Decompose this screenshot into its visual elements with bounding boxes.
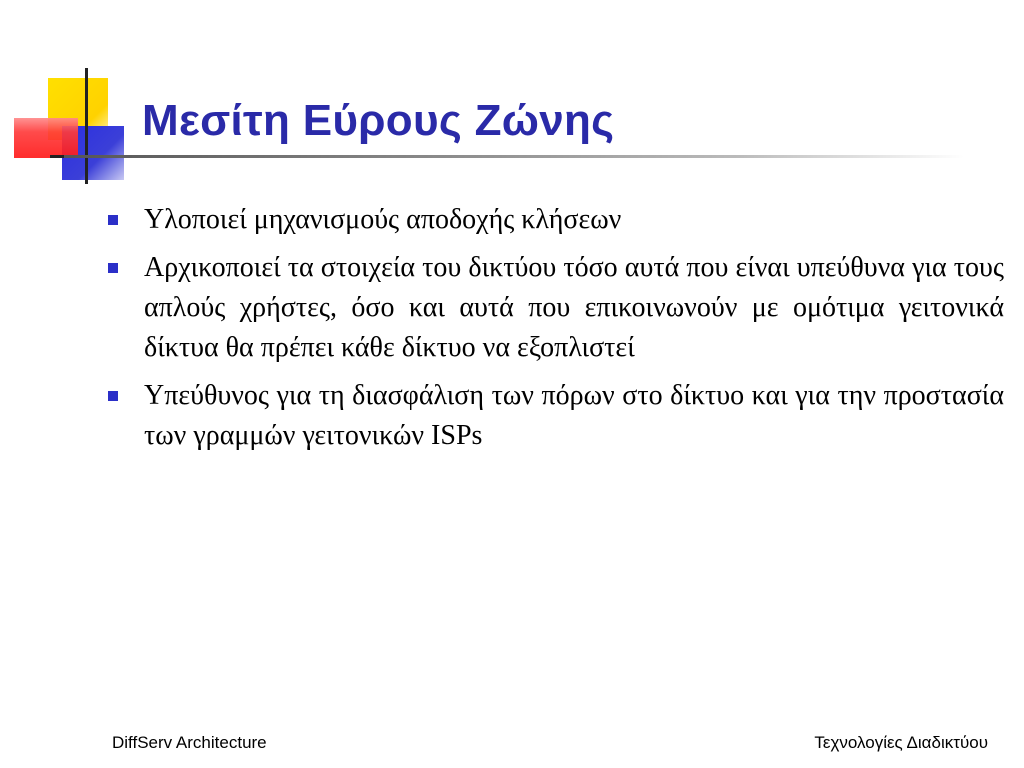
bullet-text: Αρχικοποιεί τα στοιχεία του δικτύου τόσο αυτά που είναι υπεύθυνα για τους απλούς χρήστες, όσο και αυτά που επικοινωνούν με ομότιμα γειτονικά δίκτυα θα πρέπει κάθε δίκτυο να εξοπλιστεί [144,252,1004,363]
footer-left-text: DiffServ Architecture [112,733,267,752]
bullet-list [106,200,1004,464]
vertical-line-decoration [85,68,88,184]
decorative-squares-logo [0,0,140,200]
bullet-item [106,200,1004,240]
footer-right-text: Τεχνολογίες Διαδικτύου [814,733,988,752]
bullet-item [106,376,1004,456]
square-bullet-icon [108,263,118,273]
square-bullet-icon [108,391,118,401]
bullet-text: Υλοποιεί μηχανισμούς αποδοχής κλήσεων [144,204,622,235]
title-underline-rule [64,155,964,158]
square-bullet-icon [108,215,118,225]
slide-title: Μεσίτη Εύρους Ζώνης [142,96,615,145]
bullet-item [106,248,1004,368]
red-square-decoration [14,118,78,158]
bullet-text: Υπεύθυνος για τη διασφάλιση των πόρων στο δίκτυο και για την προστασία των γραμμών γειτονικών ISPs [144,380,1004,451]
